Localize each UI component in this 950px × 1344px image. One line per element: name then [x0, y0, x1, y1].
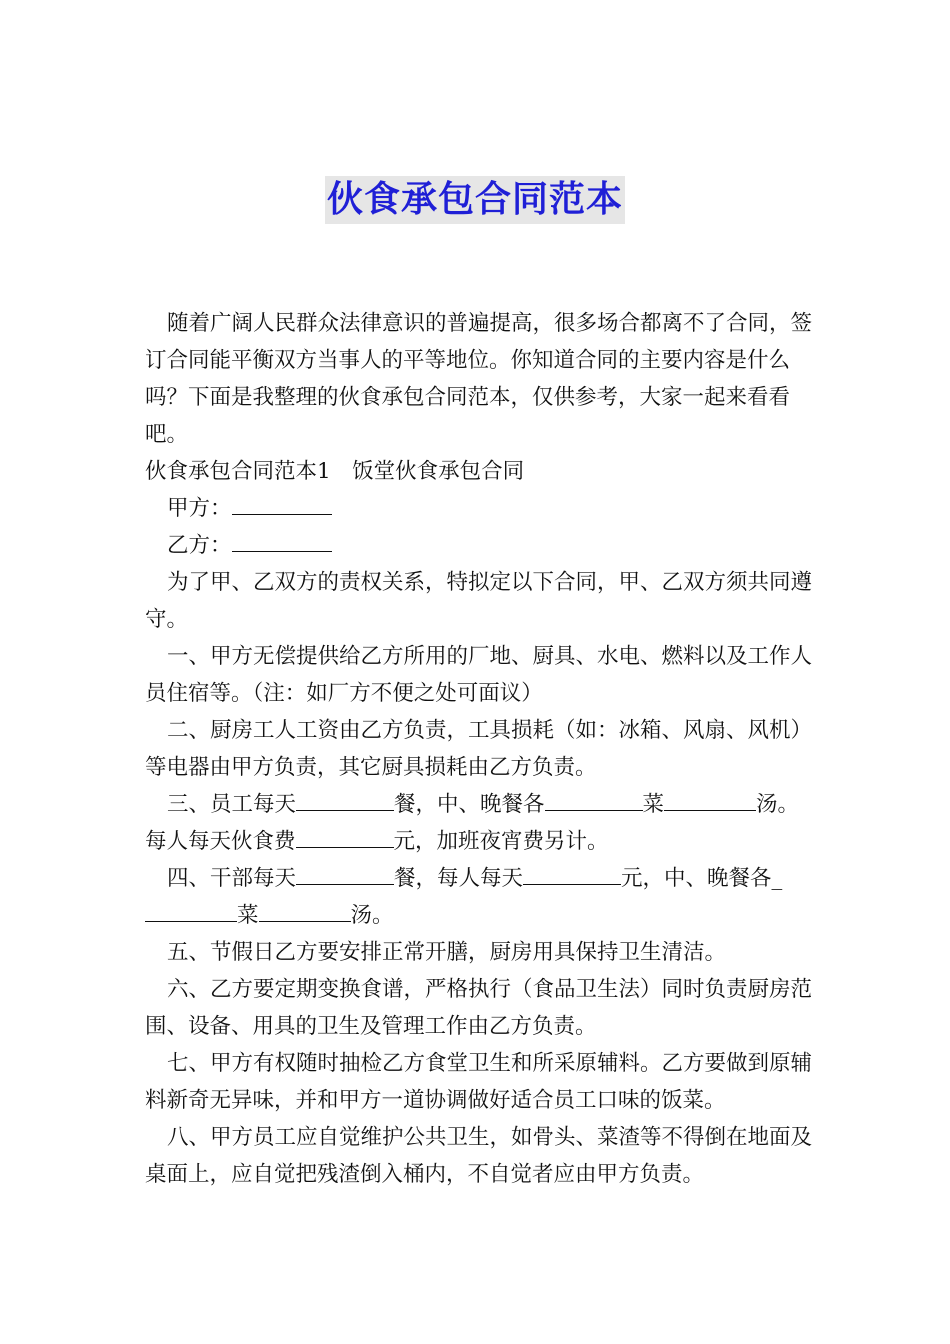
clause-8: 八、甲方员工应自觉维护公共卫生，如骨头、菜渣等不得倒在地面及桌面上，应自觉把残渣倒入桶内，不自觉者应由甲方负责。	[145, 1125, 813, 1187]
clause-6: 六、乙方要定期变换食谱，严格执行（食品卫生法）同时负责厨房范围、设备、用具的卫生及管理工作由乙方负责。	[145, 977, 813, 1039]
clause-3-text-5: 元，加班夜宵费另计。	[393, 829, 609, 854]
party-a-line	[145, 490, 815, 527]
document-title: 伙食承包合同范本	[325, 176, 625, 224]
party-b-blank	[232, 529, 332, 552]
document-body	[145, 305, 815, 1193]
party-a-blank	[232, 492, 332, 515]
clause-4-blank-dishes	[145, 899, 237, 922]
clause-7: 七、甲方有权随时抽检乙方食堂卫生和所采原辅料。乙方要做到原辅料新奇无异味，并和甲方一道协调做好适合员工口味的饭菜。	[145, 1051, 813, 1113]
party-b-label: 乙方：	[167, 533, 232, 558]
clause-4-text-5: 汤。	[350, 903, 394, 928]
clause-3-blank-meals	[296, 788, 394, 811]
clause-4-text-1: 四、干部每天	[167, 866, 297, 891]
clause-3-blank-dishes	[545, 788, 643, 811]
clause-1: 一、甲方无偿提供给乙方所用的厂地、厨具、水电、燃料以及工作人员住宿等。（注：如厂方不便之处可面议）	[145, 644, 813, 706]
title-wrap	[0, 176, 950, 224]
party-a-label: 甲方：	[167, 496, 232, 521]
clause-4-text-2: 餐，每人每天	[394, 866, 524, 891]
clause-4-text-3: 元，中、晚餐各_	[621, 866, 783, 891]
clause-2: 二、厨房工人工资由乙方负责，工具损耗（如：冰箱、风扇、风机）等电器由甲方负责，其它厨具损耗由乙方负责。	[145, 718, 813, 780]
clause-5: 五、节假日乙方要安排正常开膳，厨房用具保持卫生清洁。	[167, 940, 727, 965]
clause-4-blank-meals	[296, 862, 394, 885]
clause-3-text-4: 汤。每人每天伙食费	[145, 792, 800, 854]
clause-4-text-4: 菜	[237, 903, 259, 928]
clause-3-text-3: 菜	[642, 792, 665, 817]
clause-3-blank-soups	[664, 788, 756, 811]
clause-4-blank-fee	[523, 862, 621, 885]
clause-4-blank-soups	[259, 899, 351, 922]
clause-3-text-2: 餐，中、晚餐各	[394, 792, 545, 817]
preamble-paragraph: 为了甲、乙双方的责权关系，特拟定以下合同，甲、乙双方须共同遵守。	[145, 570, 813, 632]
clause-3-text-1: 三、员工每天	[167, 792, 297, 817]
section-heading: 伙食承包合同范本1 饭堂伙食承包合同	[145, 459, 525, 484]
intro-paragraph: 随着广阔人民群众法律意识的普遍提高，很多场合都离不了合同，签订合同能平衡双方当事人的平等地位。你知道合同的主要内容是什么吗？下面是我整理的伙食承包合同范本，仅供参考，大家一起来看看吧。	[145, 311, 813, 447]
clause-3	[145, 786, 815, 860]
clause-4	[145, 860, 815, 934]
clause-3-blank-fee	[296, 825, 394, 848]
party-b-line	[145, 527, 815, 564]
